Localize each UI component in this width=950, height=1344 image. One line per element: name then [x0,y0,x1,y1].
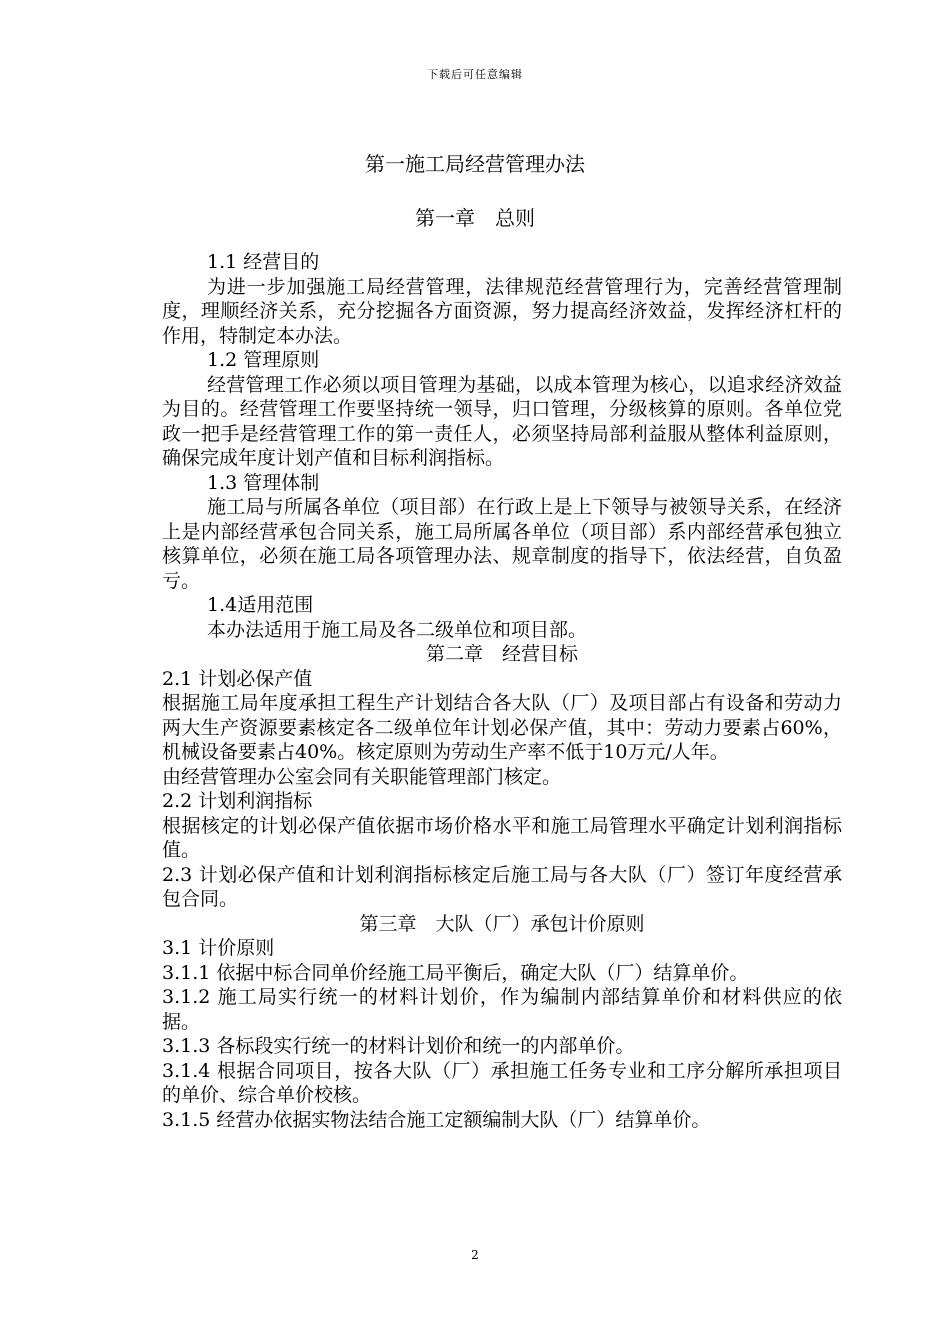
paragraph-2-2: 根据核定的计划必保产值依据市场价格水平和施工局管理水平确定计划利润指标值。 [162,814,842,861]
section-heading-3-1: 3.1 计价原则 [162,937,275,959]
section-heading-1-4: 1.4适用范围 [207,594,314,616]
page-header: 下载后可任意编辑 [427,68,523,81]
paragraph-2-1-b: 由经营管理办公室会同有关职能管理部门核定。 [162,765,562,788]
paragraph-1-2: 经营管理工作必须以项目管理为基础，以成本管理为核心，以追求经济效益为目的。经营管理工作要坚持统一领导，归口管理，分级核算的原则。各单位党政一把手是经营管理工作的第一责任人，必须坚持局部利益服从整体利益原则，确保完成年度计划产值和目标利润指标。 [162,373,842,469]
paragraph-3-1-5: 3.1.5 经营办依据实物法结合施工定额编制大队（厂）结算单价。 [162,1108,711,1131]
chapter-heading-3: 第三章 大队（厂）承包计价原则 [359,912,645,935]
chapter-heading-1: 第一章 总则 [415,206,535,230]
document-title: 第一施工局经营管理办法 [365,152,585,176]
section-heading-1-2: 1.2 管理原则 [207,349,320,371]
chapter-heading-2: 第二章 经营目标 [425,643,578,665]
paragraph-3-1-1: 3.1.1 依据中标合同单价经施工局平衡后，确定大队（厂）结算单价。 [162,961,749,984]
paragraph-1-3: 施工局与所属各单位（项目部）在行政上是上下领导与被领导关系，在经济上是内部经营承包合同关系，施工局所属各单位（项目部）系内部经营承包独立核算单位，必须在施工局各项管理办法、规章制度的指导下，依法经营，自负盈亏。 [162,496,842,592]
paragraph-1-4: 本办法适用于施工局及各二级单位和项目部。 [207,618,588,641]
section-heading-2-2: 2.2 计划利润指标 [162,790,313,812]
paragraph-3-1-3: 3.1.3 各标段实行统一的材料计划价和统一的内部单价。 [162,1035,635,1057]
document-body [162,250,842,1132]
paragraph-3-1-4: 3.1.4 根据合同项目，按各大队（厂）承担施工任务专业和工序分解所承担项目的单价、综合单价校核。 [162,1059,842,1106]
paragraph-2-1: 根据施工局年度承担工程生产计划结合各大队（厂）及项目部占有设备和劳动力两大生产资源要素核定各二级单位年计划必保产值，其中：劳动力要素占60%，机械设备要素占40%。核定原则为劳动生产率不低于10万元/人年。 [162,692,842,763]
paragraph-2-3: 2.3 计划必保产值和计划利润指标核定后施工局与各大队（厂）签订年度经营承包合同。 [162,863,842,910]
section-heading-1-3: 1.3 管理体制 [207,471,320,494]
paragraph-1-1: 为进一步加强施工局经营管理，法律规范经营管理行为，完善经营管理制度，理顺经济关系，充分挖掘各方面资源，努力提高经济效益，发挥经济杠杆的作用，特制定本办法。 [162,275,842,347]
section-heading-2-1: 2.1 计划必保产值 [162,667,313,690]
paragraph-3-1-2: 3.1.2 施工局实行统一的材料计划价，作为编制内部结算单价和材料供应的依据。 [162,986,842,1033]
section-heading-1-1: 1.1 经营目的 [207,251,320,273]
page-number: 2 [471,1248,479,1262]
